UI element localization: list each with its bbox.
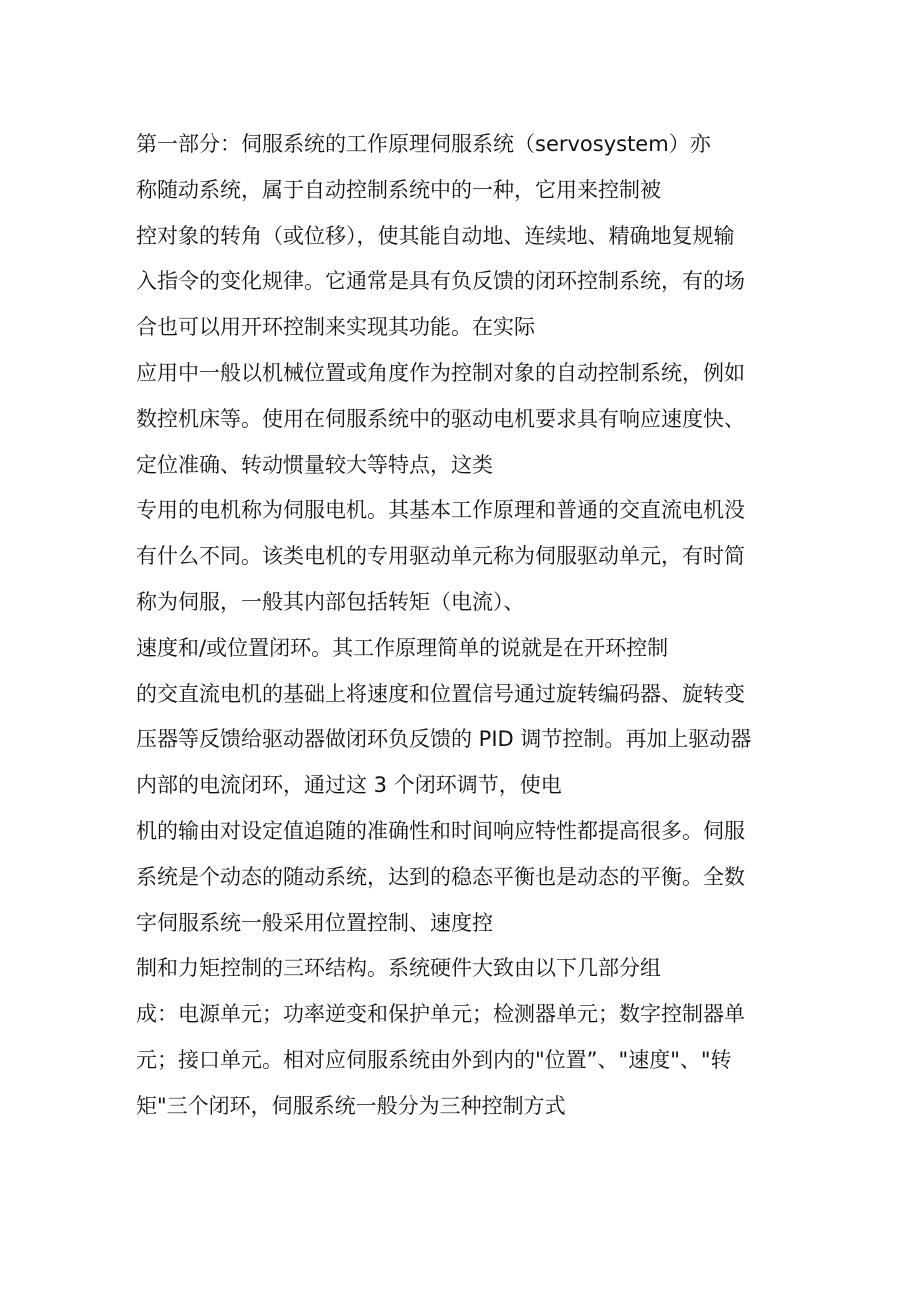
document-body xyxy=(136,128,796,1136)
text-line: 成：电源单元；功率逆变和保护单元；检测器单元；数字控制器单 xyxy=(136,1002,745,1027)
text-line: 应用中一般以机械位置或角度作为控制对象的自动控制系统，例如 xyxy=(136,360,745,385)
text-line: 字伺服系统一般采用位置控制、速度控 xyxy=(136,910,493,935)
text-line: 称随动系统，属于自动控制系统中的一种，它用来控制被 xyxy=(136,177,661,202)
text-line: 内部的电流闭环，通过这 3 个闭环调节，使电 xyxy=(136,773,562,798)
text-line: 系统是个动态的随动系统，达到的稳态平衡也是动态的平衡。全数 xyxy=(136,864,745,889)
text-line: 有什么不同。该类电机的专用驱动单元称为伺服驱动单元，有时简 xyxy=(136,544,745,569)
text-line: 合也可以用开环控制来实现其功能。在实际 xyxy=(136,315,535,340)
text-line: 称为伺服，一般其内部包括转矩（电流）、 xyxy=(136,589,525,614)
text-line: 专用的电机称为伺服电机。其基本工作原理和普通的交直流电机没 xyxy=(136,498,745,523)
text-line: 数控机床等。使用在伺服系统中的驱动电机要求具有响应速度快、 xyxy=(136,406,745,431)
text-line: 矩"三个闭环，伺服系统一般分为三种控制方式 xyxy=(136,1093,566,1118)
text-line: 的交直流电机的基础上将速度和位置信号通过旋转编码器、旋转变 xyxy=(136,681,745,706)
text-line: 压器等反馈给驱动器做闭环负反馈的 PID 调节控制。再加上驱动器 xyxy=(136,727,752,752)
text-line: 制和力矩控制的三环结构。系统硬件大致由以下几部分组 xyxy=(136,956,661,981)
text-line: 定位准确、转动惯量较大等特点，这类 xyxy=(136,452,493,477)
text-line: 速度和/或位置闭环。其工作原理简单的说就是在开环控制 xyxy=(136,635,669,660)
text-line: 控对象的转角（或位移），使其能自动地、连续地、精确地复规输 xyxy=(136,223,735,248)
text-line: 第一部分：伺服系统的工作原理伺服系统（servosystem）亦 xyxy=(136,132,711,156)
text-line: 入指令的变化规律。它通常是具有负反馈的闭环控制系统，有的场 xyxy=(136,269,745,294)
text-line: 机的输由对设定值追随的准确性和时间响应特性都提高很多。伺服 xyxy=(136,818,745,843)
text-line: 元；接口单元。相对应伺服系统由外到内的"位置”、"速度"、"转 xyxy=(136,1047,732,1072)
